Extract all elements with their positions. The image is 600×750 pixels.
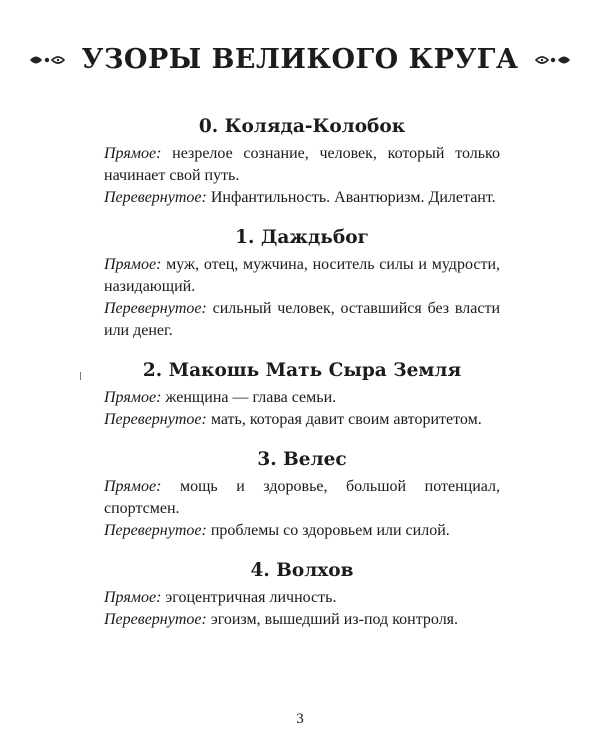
direct-label: Прямое: bbox=[104, 256, 162, 273]
section-title: 2. Макошь Мать Сыра Земля bbox=[142, 360, 462, 381]
section-title: 4. Волхов bbox=[250, 560, 354, 581]
direct-text: эгоцентричная личность. bbox=[161, 589, 337, 606]
reversed-label: Перевернутое: bbox=[104, 300, 207, 317]
direct-meaning bbox=[104, 254, 500, 298]
section-title: 0. Коляда-Колобок bbox=[198, 116, 406, 137]
direct-meaning bbox=[104, 143, 500, 187]
card-section bbox=[104, 227, 500, 342]
card-descriptions bbox=[104, 116, 500, 649]
page-number: 3 bbox=[296, 711, 304, 727]
reversed-text: мать, которая давит своим авторитетом. bbox=[206, 411, 482, 428]
reversed-meaning bbox=[104, 298, 500, 342]
card-section bbox=[104, 360, 500, 431]
card-section bbox=[104, 449, 500, 542]
reversed-text: сильный человек, оставшийся без власти или денег. bbox=[104, 300, 500, 339]
reversed-label: Перевернутое: bbox=[104, 189, 207, 206]
direct-label: Прямое: bbox=[104, 589, 162, 606]
direct-text: незрелое сознание, человек, который только начинает свой путь. bbox=[104, 145, 500, 184]
reversed-label: Перевернутое: bbox=[104, 611, 207, 628]
direct-label: Прямое: bbox=[104, 389, 162, 406]
card-section bbox=[104, 560, 500, 631]
reversed-text: проблемы со здоровьем или силой. bbox=[206, 522, 450, 539]
reversed-text: Инфантильность. Авантюризм. Дилетант. bbox=[206, 189, 496, 206]
reversed-label: Перевернутое: bbox=[104, 411, 207, 428]
direct-label: Прямое: bbox=[104, 478, 162, 495]
section-title: 1. Даждьбог bbox=[235, 227, 369, 248]
margin-mark bbox=[80, 372, 81, 380]
section-title: 3. Велес bbox=[257, 449, 347, 470]
direct-text: мощь и здоровье, большой потенциал, спортсмен. bbox=[104, 478, 500, 517]
reversed-meaning bbox=[104, 520, 500, 542]
direct-meaning bbox=[104, 587, 500, 609]
reversed-label: Перевернутое: bbox=[104, 522, 207, 539]
reversed-meaning bbox=[104, 409, 500, 431]
direct-text: муж, отец, мужчина, носитель силы и мудрости, назидающий. bbox=[104, 256, 500, 295]
direct-meaning bbox=[104, 387, 500, 409]
reversed-text: эгоизм, вышедший из-под контроля. bbox=[206, 611, 459, 628]
page-title: УЗОРЫ ВЕЛИКОГО КРУГА bbox=[81, 44, 519, 75]
direct-text: женщина — глава семьи. bbox=[161, 389, 337, 406]
reversed-meaning bbox=[104, 609, 500, 631]
page-header bbox=[0, 44, 600, 75]
card-section bbox=[104, 116, 500, 209]
reversed-meaning bbox=[104, 187, 500, 209]
direct-meaning bbox=[104, 476, 500, 520]
direct-label: Прямое: bbox=[104, 145, 162, 162]
floral-ornament-icon bbox=[532, 50, 572, 70]
floral-ornament-icon bbox=[28, 50, 68, 70]
